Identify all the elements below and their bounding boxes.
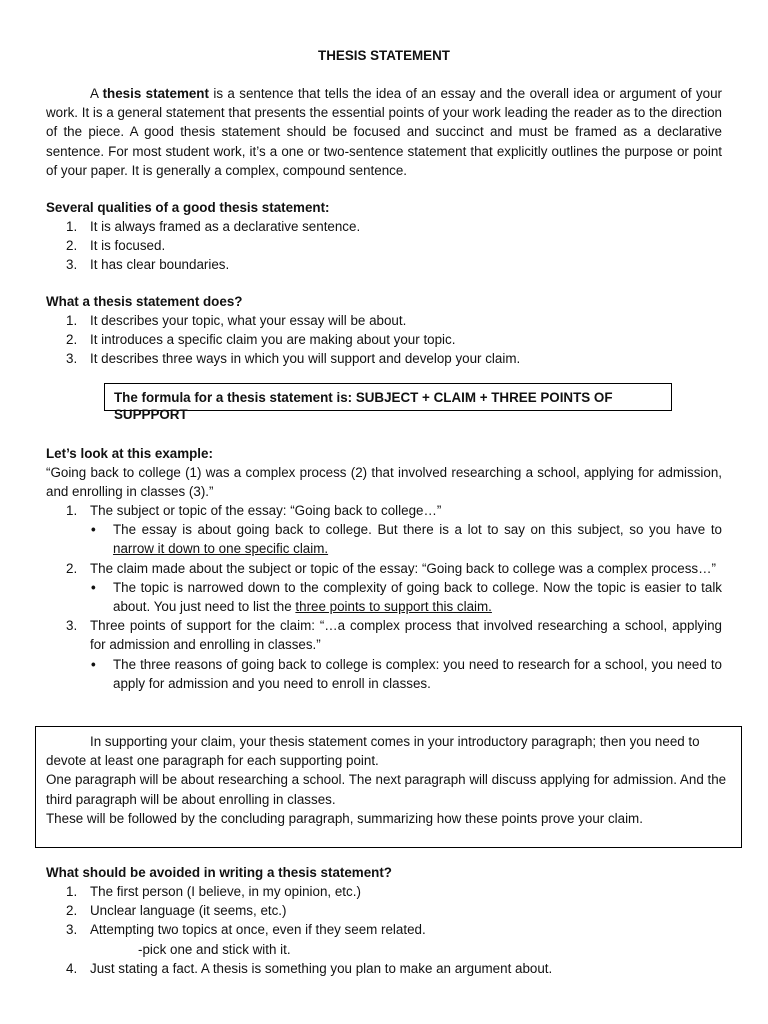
list-item: 2. It is focused. — [66, 238, 166, 254]
list-item: 3. Three points of support for the claim: “…a complex process that involved researching a school, applying for admission and enrolling in classes.” • The three reasons of going back to college is complex: you need to research for a school, you need to apply for admission and you need to enroll in classes. — [46, 616, 722, 693]
sub-list — [90, 520, 722, 558]
page-title: THESIS STATEMENT — [318, 48, 450, 63]
list-item: 1. It is always framed as a declarative sentence. — [66, 219, 361, 234]
does-heading: What a thesis statement does? — [46, 294, 243, 309]
list-item: 1. The first person (I believe, in my opinion, etc.) — [66, 884, 361, 899]
support-box — [35, 726, 742, 848]
qualities-heading: Several qualities of a good thesis statement: — [46, 200, 330, 215]
list-item: 3. It describes three ways in which you will support and develop your claim. — [66, 351, 521, 367]
qualities-list — [46, 217, 722, 275]
avoid-extra: -pick one and stick with it. — [138, 941, 291, 957]
avoid-list — [46, 882, 722, 978]
intro-rest: is a sentence that tells the idea of an essay and the overall idea or argument of your work. It is a general statement that presents the essential points of your work leading the reader as to the direction of the piece. A good thesis statement should be focused and succinct and must be framed as a declarative sentence. For most student work, it’s a one or two-sentence statement that explicitly outlines the purpose or point of your paper. It is generally a complex, compound sentence. — [46, 86, 722, 178]
does-list — [46, 311, 722, 369]
example-list — [46, 501, 722, 693]
support-line-2: One paragraph will be about researching a school. The next paragraph will discuss applying for admission. And the third paragraph will be about enrolling in classes. — [46, 772, 727, 807]
bullet-icon: • — [91, 579, 96, 595]
list-item: 2. The claim made about the subject or topic of the essay: “Going back to college was a complex process…” • The topic is narrowed down to the complexity of going back to college. Now the topic is easier to talk about. You just need to list the three points to support this claim. — [46, 559, 722, 617]
bullet-item: • The topic is narrowed down to the complexity of going back to college. Now the topic is easier to talk about. You just need to list the three points to support this claim. — [91, 579, 722, 615]
avoid-heading: What should be avoided in writing a thesis statement? — [46, 865, 392, 880]
sub-list — [90, 578, 722, 616]
list-item: 2. It introduces a specific claim you are making about your topic. — [66, 332, 456, 348]
intro-paragraph — [46, 84, 722, 180]
list-item: 2. Unclear language (it seems, etc.) — [66, 903, 287, 919]
bullet-item: • The three reasons of going back to college is complex: you need to research for a school, you need to apply for admission and you need to enroll in classes. — [91, 656, 722, 691]
bullet-item: • The essay is about going back to college. But there is a lot to say on this subject, so you have to narrow it down to one specific claim. — [91, 522, 722, 557]
list-item: 1. It describes your topic, what your essay will be about. — [66, 313, 407, 328]
list-item: 3. Attempting two topics at once, even if they seem related. -pick one and stick with it. — [66, 922, 426, 957]
intro-bold-term: thesis statement — [102, 86, 209, 101]
formula-box: The formula for a thesis statement is: SUBJECT + CLAIM + THREE POINTS OF SUPPPORT — [104, 383, 672, 411]
example-heading: Let’s look at this example: — [46, 446, 213, 461]
list-item: 1. The subject or topic of the essay: “Going back to college…” • The essay is about going back to college. But there is a lot to say on this subject, so you have to narrow it down to one specific claim. — [46, 501, 722, 559]
bullet-icon: • — [91, 522, 96, 538]
example-quote: “Going back to college (1) was a complex process (2) that involved researching a school, applying for admission, and enrolling in classes (3).” — [46, 465, 722, 500]
intro-pre: A — [90, 86, 103, 101]
list-item: 3. It has clear boundaries. — [66, 257, 230, 273]
list-item: 4. Just stating a fact. A thesis is something you plan to make an argument about. — [66, 960, 553, 976]
support-line-3: These will be followed by the concluding paragraph, summarizing how these points prove your claim. — [46, 810, 643, 826]
bullet-icon: • — [91, 656, 96, 672]
sub-list — [90, 655, 722, 693]
support-line-1: In supporting your claim, your thesis statement comes in your introductory paragraph; then you need to devote at least one paragraph for each supporting point. — [46, 734, 700, 769]
